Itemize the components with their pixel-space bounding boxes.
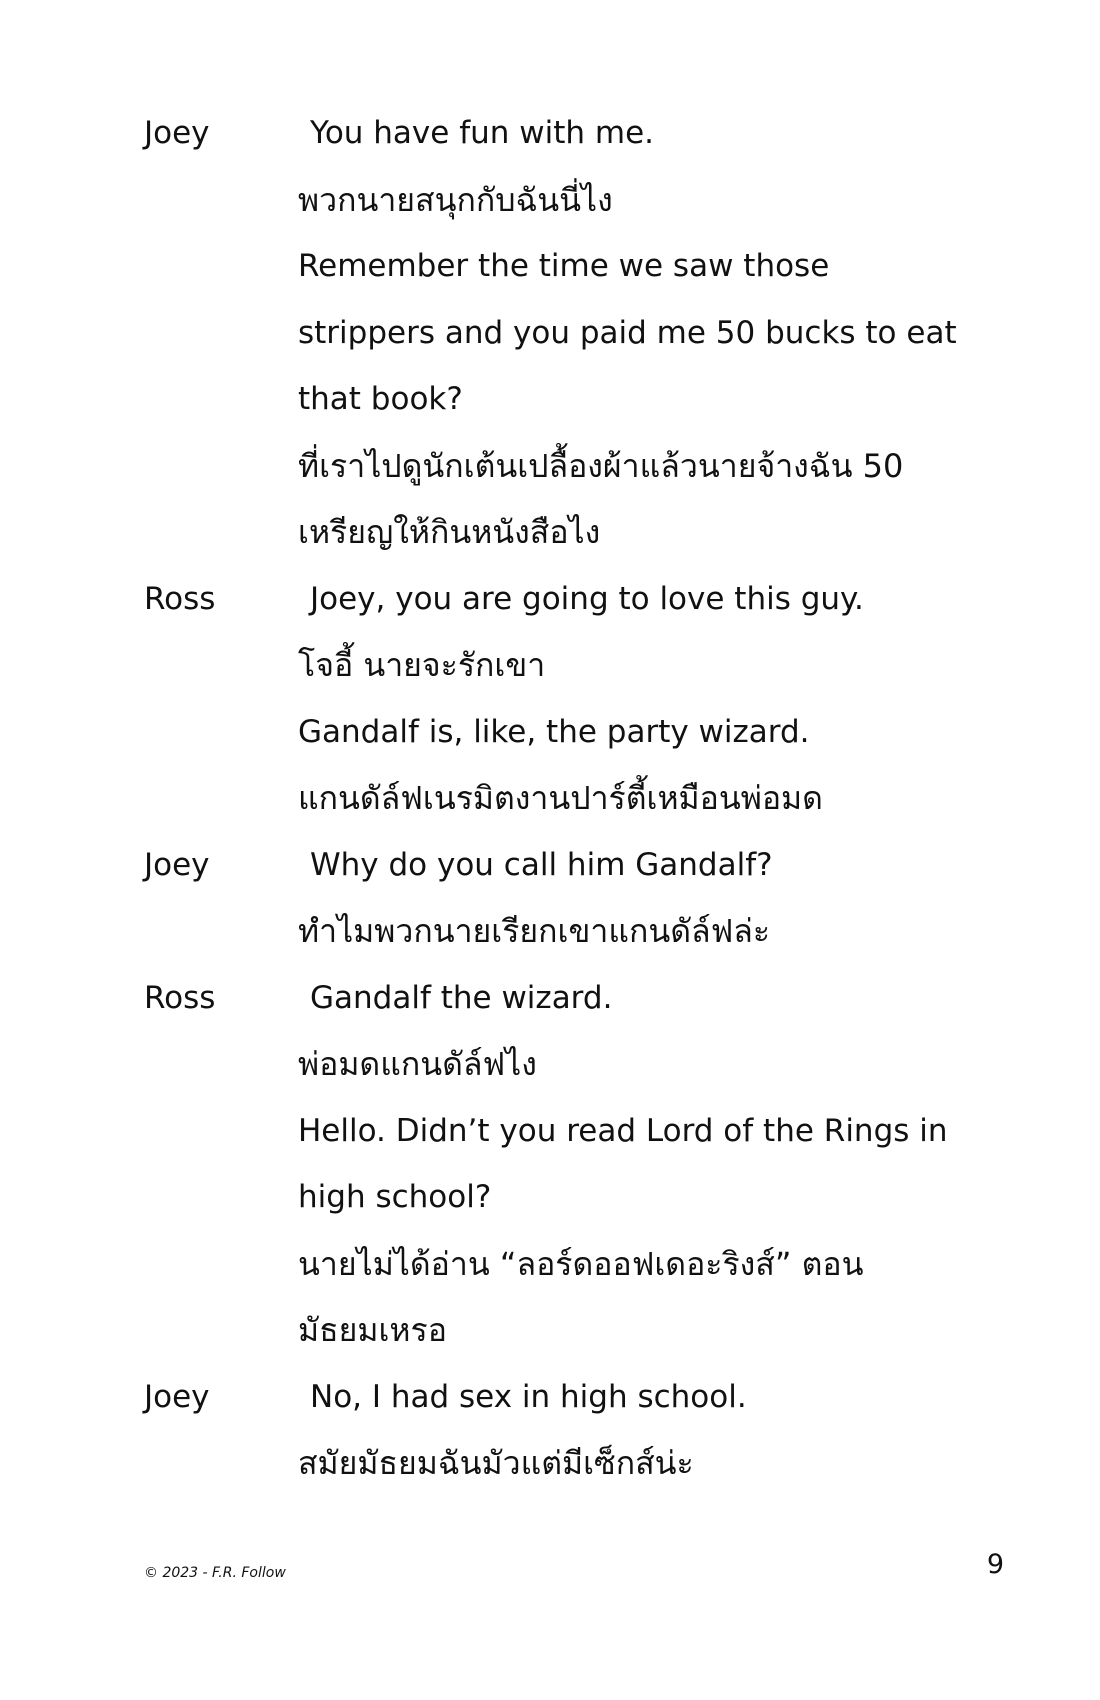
english-line: Gandalf the wizard. — [310, 979, 613, 1016]
thai-translation-line: ที่เราไปดูนักเต้นเปลื้องผ้าแล้วนายจ้างฉัน 50 — [298, 446, 904, 485]
dialogue-entry — [144, 1364, 1004, 1497]
thai-translation-line: แกนดัล์ฟเนรมิตงานปาร์ตี้เหมือนพ่อมด — [298, 779, 823, 817]
thai-translation-line: นายไม่ได้อ่าน “ลอร์ดออฟเดอะริงส์” ตอน — [298, 1244, 864, 1283]
page-number: 9 — [986, 1549, 1004, 1580]
dialogue-entry — [144, 965, 1004, 1364]
dialogue-entry — [144, 100, 1004, 566]
speech-block — [298, 965, 1004, 1364]
english-line: Joey, you are going to love this guy. — [310, 580, 864, 617]
speech-block — [298, 100, 1004, 566]
thai-translation-line: สมัยมัธยมฉันมัวแต่มีเซ็กส์น่ะ — [298, 1444, 694, 1482]
speaker-name: Joey — [144, 846, 210, 883]
speech-block — [298, 1364, 1004, 1497]
thai-translation-line: ทำไมพวกนายเรียกเขาแกนดัล์ฟล่ะ — [298, 912, 771, 950]
thai-translation-line: พ่อมดแกนดัล์ฟไง — [298, 1045, 537, 1083]
english-line: Hello. Didn’t you read Lord of the Rings in — [298, 1112, 948, 1149]
dialogue-entry — [144, 566, 1004, 832]
dialogue-entry — [144, 832, 1004, 965]
thai-translation-line: พวกนายสนุกกับฉันนี่ไง — [298, 180, 613, 219]
english-line: Gandalf is, like, the party wizard. — [298, 713, 810, 750]
thai-translation-line: โจอี้ นายจะรักเขา — [298, 646, 546, 684]
english-line: No, I had sex in high school. — [310, 1378, 747, 1415]
dialogue-script — [144, 100, 1004, 1497]
copyright-footer: © 2023 - F.R. Follow — [144, 1565, 286, 1581]
english-line: You have fun with me. — [310, 115, 655, 151]
thai-translation-line: มัธยมเหรอ — [298, 1311, 447, 1349]
speech-block — [298, 566, 1004, 832]
english-line: strippers and you paid me 50 bucks to eat — [298, 314, 957, 351]
english-line: Why do you call him Gandalf? — [310, 846, 773, 883]
speaker-name: Joey — [144, 115, 210, 151]
speaker-name: Ross — [144, 979, 216, 1016]
english-line: high school? — [298, 1179, 492, 1215]
thai-translation-line: เหรียญให้กินหนังสือไง — [298, 513, 601, 551]
speech-block — [298, 832, 1004, 965]
speaker-name: Ross — [144, 580, 216, 617]
english-line: Remember the time we saw those — [298, 248, 830, 284]
speaker-name: Joey — [144, 1378, 210, 1415]
english-line: that book? — [298, 381, 463, 417]
